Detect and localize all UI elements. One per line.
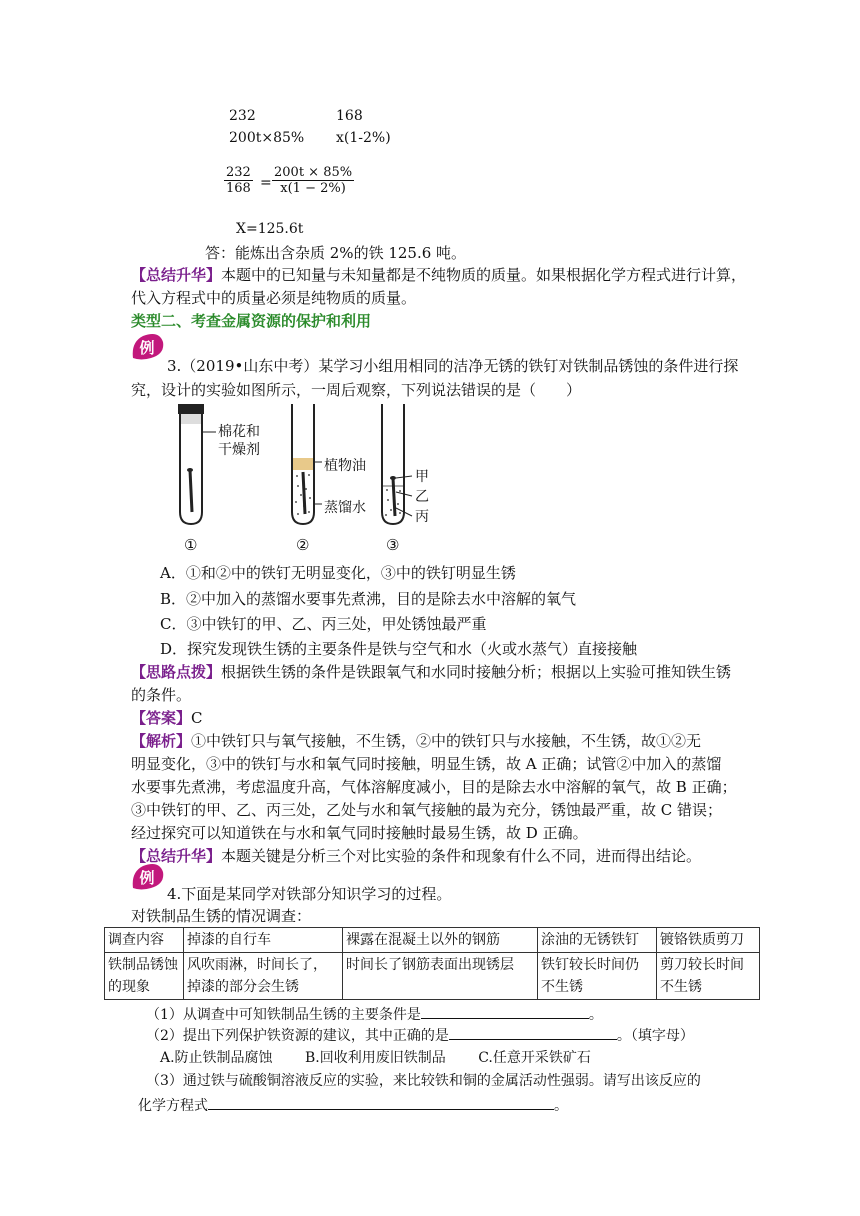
fraction-right: $\frac{200t \times 85\%}{x(1 - 2\%)}$ (274, 165, 353, 196)
fraction-left: $\frac{232}{168}$ (226, 165, 251, 196)
tube-label-1: ① (184, 536, 198, 554)
label-cotton-1: 棉花和 (218, 424, 260, 440)
table-cell: 剪刀较长时间 不生锈 (657, 953, 760, 1000)
q3-option-a: A．①和②中的铁钉无明显变化，③中的铁钉明显生锈 (160, 564, 516, 582)
calc-row1-b: 168 (336, 108, 363, 124)
q3-line2: 究，设计的实验如图所示，一周后观察，下列说法错误的是（ ） (131, 381, 582, 399)
q3-option-d: D．探究发现铁生锈的主要条件是铁与空气和水（火或水蒸气）直接接触 (160, 640, 638, 658)
answer-blank-2[interactable] (449, 1025, 617, 1040)
q3-analysis-line5: 经过探究可以知道铁在与水和氧气同时接触时最易生锈，故 D 正确。 (131, 824, 588, 842)
svg-text:例: 例 (139, 869, 155, 887)
table-header-cell: 涂油的无锈铁钉 (538, 928, 657, 953)
fraction-equals: = (260, 175, 272, 191)
q4-sub3-line2: 化学方程式 。 (138, 1095, 568, 1115)
label-yi: 乙 (415, 489, 429, 505)
table-header-cell: 掉漆的自行车 (184, 928, 343, 953)
calc-answer: 答：能炼出含杂质 2%的铁 125.6 吨。 (205, 244, 467, 262)
q3-option-c: C．③中铁钉的甲、乙、丙三处，甲处锈蚀最严重 (160, 615, 487, 633)
table-header-cell: 裸露在混凝土以外的钢筋 (343, 928, 538, 953)
tube-label-3: ③ (386, 536, 400, 554)
tube-2 (292, 404, 322, 524)
q4-sub2-options: A.防止铁制品腐蚀 B.回收利用废旧铁制品 C.任意开采铁矿石 (160, 1050, 591, 1066)
table-header-cell: 镀铬铁质剪刀 (657, 928, 760, 953)
q3-analysis-line4: ③中铁钉的甲、乙、丙三处，乙处与水和氧气接触的最为充分，锈蚀最严重，故 C 错误； (131, 801, 723, 819)
table-row (105, 953, 760, 1000)
tube-label-2: ② (296, 536, 310, 554)
table-row (105, 928, 760, 953)
q3-hint-line1: 【思路点拨】根据铁生锈的条件是铁跟氧气和水同时接触分析；根据以上实验可推知铁生锈 (131, 663, 732, 681)
calc-x-result: X=125.6t (236, 221, 304, 237)
q4-line2: 对铁制品生锈的情况调查： (131, 907, 312, 925)
q3-analysis-line3: 水要事先煮沸，考虑温度升高，气体溶解度减小，目的是除去水中溶解的氧气，故 B 正确； (131, 778, 737, 796)
summary1-line2: 代入方程式中的质量必须是纯物质的质量。 (131, 289, 417, 307)
q4-line1: 4.下面是某同学对铁部分知识学习的过程。 (167, 885, 452, 903)
table-cell: 时间长了钢筋表面出现锈层 (343, 953, 538, 1000)
summary1-line1: 【总结升华】本题中的已知量与未知量都是不纯物质的质量。如果根据化学方程式进行计算， (131, 266, 747, 284)
svg-text:例: 例 (139, 339, 155, 357)
q4-sub3-line1: （3）通过铁与硫酸铜溶液反应的实验，来比较铁和铜的金属活动性强弱。请写出该反应的 (146, 1073, 701, 1089)
label-bing: 丙 (415, 509, 429, 525)
q3-summary: 【总结升华】本题关键是分析三个对比实验的条件和现象有什么不同，进而得出结论。 (131, 847, 702, 865)
tube-1 (178, 404, 216, 524)
label-water: 蒸馏水 (324, 500, 366, 516)
calc-row2-b: x(1-2%) (336, 130, 391, 146)
label-cotton-2: 干燥剂 (218, 442, 260, 458)
calc-row1-a: 232 (229, 108, 256, 124)
rust-survey-table (104, 927, 760, 1000)
q3-option-b: B．②中加入的蒸馏水要事先煮沸，目的是除去水中溶解的氧气 (160, 590, 577, 608)
q4-sub1: （1）从调查中可知铁制品生锈的主要条件是 。 (146, 1004, 603, 1024)
table-cell: 风吹雨淋，时间长了， 掉漆的部分会生锈 (184, 953, 343, 1000)
label-oil: 植物油 (324, 458, 366, 474)
answer-blank-3[interactable] (208, 1095, 554, 1110)
q3-hint-line2: 的条件。 (131, 686, 192, 704)
tube-3 (382, 404, 412, 524)
q3-answer: 【答案】C (131, 709, 203, 727)
section2-title: 类型二、考查金属资源的保护和利用 (131, 312, 372, 330)
example-badge-icon-2 (129, 862, 165, 892)
table-header-cell: 调查内容 (105, 928, 184, 953)
q4-sub2: （2）提出下列保护铁资源的建议，其中正确的是 。（填字母） (146, 1025, 694, 1045)
q3-analysis-line1: 【解析】①中铁钉只与氧气接触，不生锈，②中的铁钉只与水接触，不生锈，故①②无 (131, 732, 702, 750)
q3-analysis-line2: 明显变化，③中的铁钉与水和氧气同时接触，明显生锈，故 A 正确；试管②中加入的蒸馏 (131, 755, 722, 773)
table-cell: 铁制品锈蚀 的现象 (105, 953, 184, 1000)
answer-blank-1[interactable] (421, 1004, 589, 1019)
example-badge-icon (129, 332, 165, 362)
label-jia: 甲 (415, 469, 429, 485)
q3-line1: 3.（2019•山东中考）某学习小组用相同的洁净无锈的铁钉对铁制品锈蚀的条件进行探 (167, 357, 739, 375)
table-cell: 铁钉较长时间仍 不生锈 (538, 953, 657, 1000)
calc-row2-a: 200t×85% (229, 130, 305, 146)
